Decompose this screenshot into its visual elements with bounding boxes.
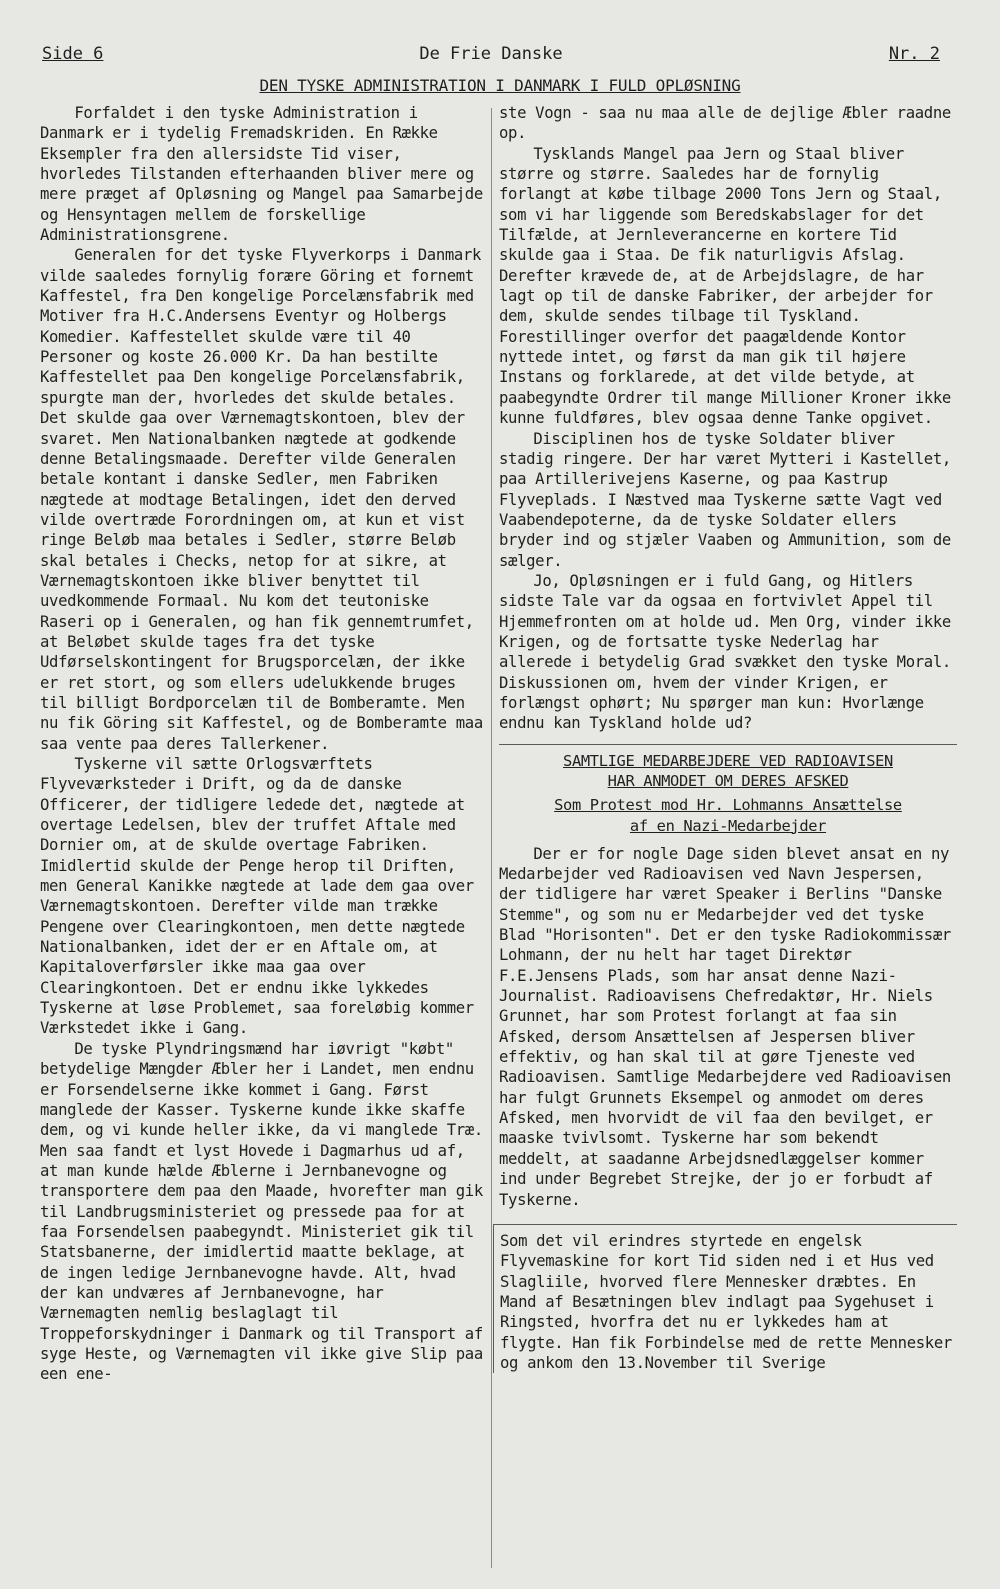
article-paragraph: Tysklands Mangel paa Jern og Staal bliver større og større. Saaledes har de fornylig forlangt at købe tilbage 2000 Tons Jern og Staal, som vi har liggende som Beredskabslager for det Tilfælde, at Jernleverancerne en kortere Tid skulde gaa i Staa. De fik naturligvis Afslag. Derefter krævede de, at de Arbejdslagre, de har lagt op til de danske Fabriker, der arbejder for dem, skulde sendes tilbage til Tyskland. Forestillinger overfor det paagældende Kontor nyttede intet, og først da man gik til højere Instans og forklarede, at det vilde betyde, at paabegyndte Ordrer til mange Millioner Kroner ikke kunne fuldføres, blev ogsaa denne Tanke opgivet. (499, 144, 951, 428)
page-header (42, 44, 940, 68)
issue-number: Nr. 2 (888, 44, 940, 64)
article-paragraph: Jo, Opløsningen er i fuld Gang, og Hitlers sidste Tale var da ogsaa en fortvivlet Appel til Hjemmefronten om at holde ud. Men Org, vinder ikke Krigen, og de fortsatte tyske Nederlag har allerede i betydelig Grad svækket den tyske Moral. Diskussionen om, hvem der vinder Krigen, er forlængst ophørt; Nu spørger man kun: Hvorlænge endnu kan Tyskland holde ud? (499, 571, 951, 733)
page-number: Side 6 (42, 44, 104, 64)
column-divider (491, 108, 492, 1568)
main-headline: DEN TYSKE ADMINISTRATION I DANMARK I FULD OPLØSNING (259, 76, 741, 95)
radio-article-subheadline-2: af en Nazi-Medarbejder (629, 816, 827, 835)
article-paragraph: ste Vogn - saa nu maa alle de dejlige Æbler raadne op. (499, 104, 951, 143)
article-separator (499, 744, 957, 745)
news-note-text: Som det vil erindres styrtede en engelsk Flyvemaskine for kort Tid siden ned i et Hus ved Slagliile, hvorved flere Mennesker dræbtes. En Mand af Besætningen blev indlagt paa Sygehuset i Ringsted, hvorfra det nu er lykkedes ham at flygte. Han fik Forbindelse med de rette Mennesker og ankom den 13.November til Sverige (500, 1231, 952, 1372)
article-paragraph: Tyskerne vil sætte Orlogsværftets Flyveværksteder i Drift, og da de danske Officerer, der tidligere ledede det, nægtede at overtage Ledelsen, blev der truffet Aftale med Dornier om, at de skulde overtage Fabriken. Imidlertid skulde der Penge herop til Driften, men General Kanikke nægtede at lade dem gaa over Værnemagtskontoen. Derefter vilde man trække Pengene over Clearingkontoen, men dette nægtede Nationalbanken, idet der er en Aftale om, at Kapitaloverførsler ikke maa gaa over Clearingkontoen. Det er endnu ikke lykkedes Tyskerne at løse Problemet, saa foreløbig kommer Værkstedet ikke i Gang. (40, 755, 474, 1038)
news-note-box (493, 1224, 957, 1373)
radio-article-subheadline: Som Protest mod Hr. Lohmanns Ansættelse (554, 795, 902, 814)
article-paragraph: Generalen for det tyske Flyverkorps i Danmark vilde saaledes fornylig forære Göring et fornemt Kaffestel, fra Den kongelige Porcelænsfabrik med Motiver fra H.C.Andersens Eventyr og Holbergs Komedier. Kaffestellet skulde være til 40 Personer og koste 26.000 Kr. Da han bestilte Kaffestellet paa Den kongelige Porcelænsfabrik, spurgte man der, hvorledes det skulde betales. Det skulde gaa over Værnemagtskontoen, blev der svaret. Men Nationalbanken nægtede at godkende denne Betalingsmaade. Derefter vilde Generalen betale kontant i danske Sedler, men Fabriken nægtede at modtage Betalingen, idet den derved vilde overtræde Forordningen om, at kun et vist ringe Beløb maa betales i Sedler, større Beløb skal betales i Checks, netop for at sikre, at Værnemagtskontoen ikke bliver benyttet til uvedkommende Formaal. Nu kom det teutoniske Raseri op i Generalen, og han fik gennemtrumfet, at Beløbet skulde tages fra det tyske Udførselskontingent for Brugsporcelæn, der ikke er ret stort, og som ellers udelukkende bruges til billigt Bordporcelæn til de Bomberamte. Men nu fik Göring sit Kaffestel, og de Bomberamte maa saa vente paa deres Tallerkener. (40, 246, 483, 753)
radio-article-body: Der er for nogle Dage siden blevet ansat en ny Medarbejder ved Radioavisen ved Navn Jespersen, der tidligere har været Speaker i Berlins "Danske Stemme", og som nu er Medarbejder ved det tyske Blad "Horisonten". Det er den tyske Radiokommissær Lohmann, der nu helt har taget Direktør F.E.Jensens Plads, som har ansat denne Nazi-Journalist. Radioavisens Chefredaktør, Hr. Niels Grunnet, har som Protest forlangt at faa sin Afsked, dersom Ansættelsen af Jespersen bliver effektiv, og han skal til at gøre Tjeneste ved Radioavisen. Samtlige Medarbejdere ved Radioavisen har fulgt Grunnets Eksempel og anmodet om deres Afsked, men hvorvidt de vil faa den bevilget, er maaske tvivlsomt. Tyskerne har som bekendt meddelt, at saadanne Arbejdsnedlæggelser kommer ind under Begrebet Strejke, der jo er forbudt af Tyskerne. (499, 844, 951, 1209)
right-column (499, 103, 957, 1373)
article-paragraph: Disciplinen hos de tyske Soldater bliver stadig ringere. Der har været Mytteri i Kastellet, paa Artillerivejens Kaserne, og paa Kastrup Flyveplads. I Næstved maa Tyskerne sætte Vagt ved Vaabendepoterne, da de tyske Soldater ellers bryder ind og stjæler Vaaben og Ammunition, som de sælger. (499, 429, 951, 570)
article-paragraph: Forfaldet i den tyske Administration i Danmark er i tydelig Fremadskriden. En Række Eksempler fra den allersidste Tid viser, hvorledes Tilstanden efterhaanden bliver mere og mere præget af Opløsning og Mangel paa Samarbejde og Hensyntagen mellem de forskellige Administrationsgrene. (40, 104, 483, 245)
radio-article-headline: SAMTLIGE MEDARBEJDERE VED RADIOAVISEN (563, 751, 893, 770)
left-column (40, 103, 490, 1385)
masthead: De Frie Danske (419, 44, 563, 64)
article-paragraph: De tyske Plyndringsmænd har iøvrigt "købt" betydelige Mængder Æbler her i Landet, men endnu er Forsendelserne ikke kommet i Gang. Først manglede der Kasser. Tyskerne kunde ikke skaffe dem, og vi kunde heller ikke, da vi manglede Træ. Men saa fandt et lyst Hovede i Dagmarhus ud af, at man kunde hælde Æblerne i Jernbanevogne og transportere dem paa den Maade, hvorefter man gik til Landbrugsministeriet og pressede paa for at faa Forsendelsen paabegyndt. Ministeriet gik til Statsbanerne, der imidlertid maatte beklage, at de ingen ledige Jernbanevogne havde. Alt, hvad der kan undværes af Jernbanevogne, har Værnemagten nemlig beslaglagt til Troppeforskydninger i Danmark og til Transport af syge Heste, og Værnemagten vil ikke give Slip paa een ene- (40, 1039, 483, 1384)
radio-article-headline-2: HAR ANMODET OM DERES AFSKED (607, 771, 849, 790)
